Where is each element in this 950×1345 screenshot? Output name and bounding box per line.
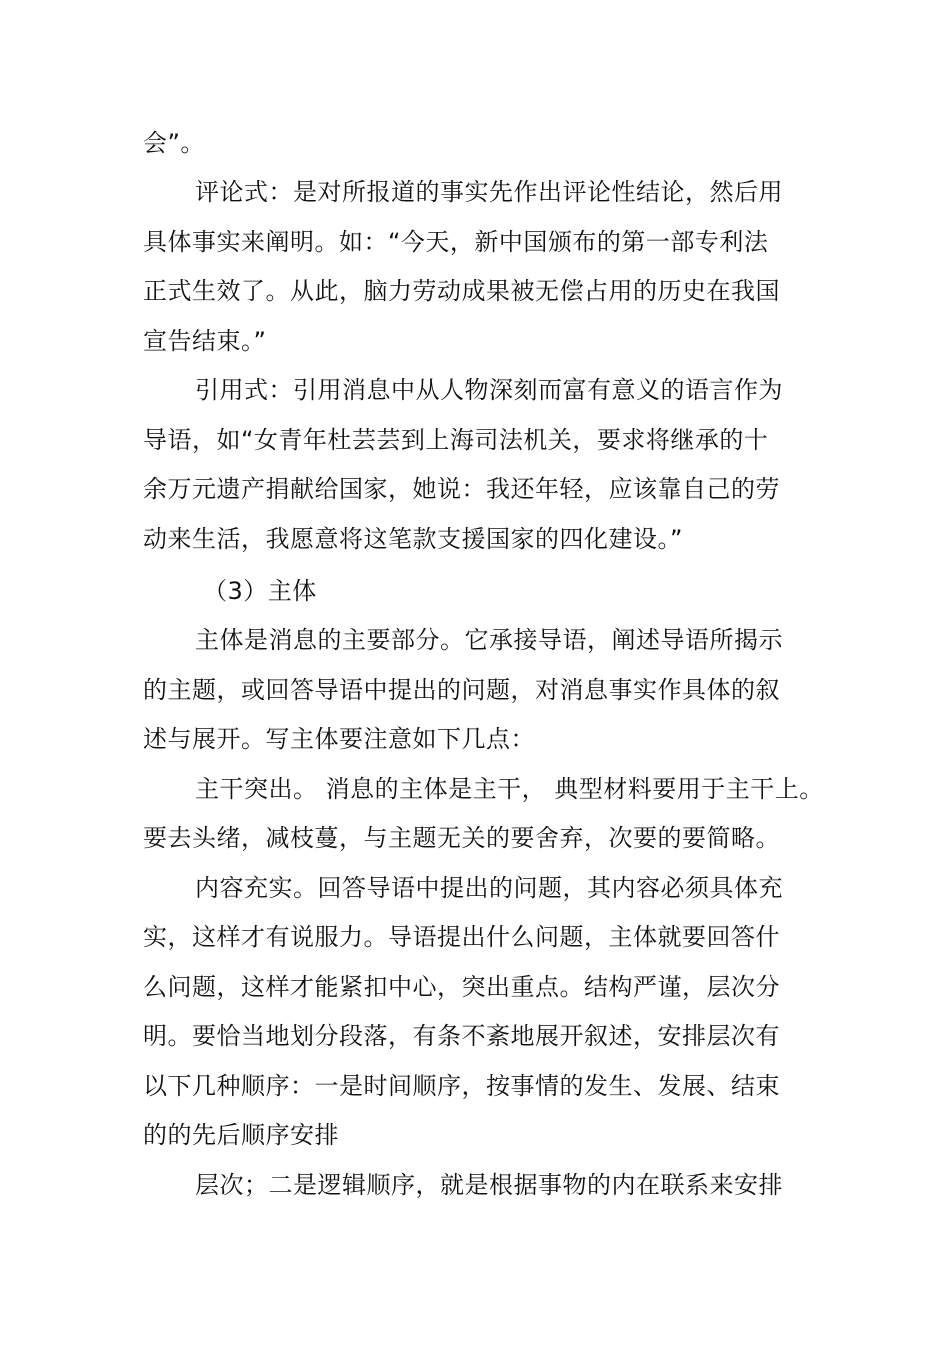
text-line: 导语，如“女青年杜芸芸到上海司法机关，要求将继承的十 [143, 426, 769, 454]
text-line: 宣告结束。” [143, 327, 267, 355]
text-line: 动来生活，我愿意将这笔款支援国家的四化建设。” [143, 525, 683, 553]
text-line: 的主题，或回答导语中提出的问题，对消息事实作具体的叙 [143, 676, 780, 704]
text-line: 么问题，这样才能紧扣中心，突出重点。结构严谨，层次分 [143, 973, 780, 1001]
text-line: 主干突出。 消息的主体是主干， 典型材料要用于主干上。 [195, 775, 824, 803]
text-line: 要去头绪，减枝蔓，与主题无关的要舍弃，次要的要简略。 [143, 824, 780, 852]
text-line: 具体事实来阐明。如：“今天，新中国颁布的第一部专利法 [143, 228, 769, 256]
text-line: 实，这样才有说服力。导语提出什么问题，主体就要回答什 [143, 923, 780, 951]
text-line: 会”。 [143, 129, 205, 157]
text-line: 余万元遗产捐献给国家，她说：我还年轻，应该靠自己的劳 [143, 475, 780, 503]
text-line: 的的先后顺序安排 [143, 1121, 339, 1149]
text-line: 以下几种顺序：一是时间顺序，按事情的发生、发展、结束 [143, 1072, 780, 1100]
text-line: 评论式：是对所报道的事实先作出评论性结论，然后用 [195, 178, 783, 206]
text-line: 主体是消息的主要部分。它承接导语，阐述导语所揭示 [195, 626, 783, 654]
text-line: 正式生效了。从此，脑力劳动成果被无偿占用的历史在我国 [143, 277, 780, 305]
text-line: 内容充实。回答导语中提出的问题，其内容必须具体充 [195, 874, 783, 902]
text-line: 引用式：引用消息中从人物深刻而富有意义的语言作为 [195, 376, 783, 404]
text-line: 明。要恰当地划分段落，有条不紊地展开叙述，安排层次有 [143, 1022, 780, 1050]
text-line: 述与展开。写主体要注意如下几点： [143, 725, 535, 753]
text-line: 层次；二是逻辑顺序，就是根据事物的内在联系来安排 [195, 1171, 783, 1199]
section-heading: （3）主体 [203, 577, 317, 605]
